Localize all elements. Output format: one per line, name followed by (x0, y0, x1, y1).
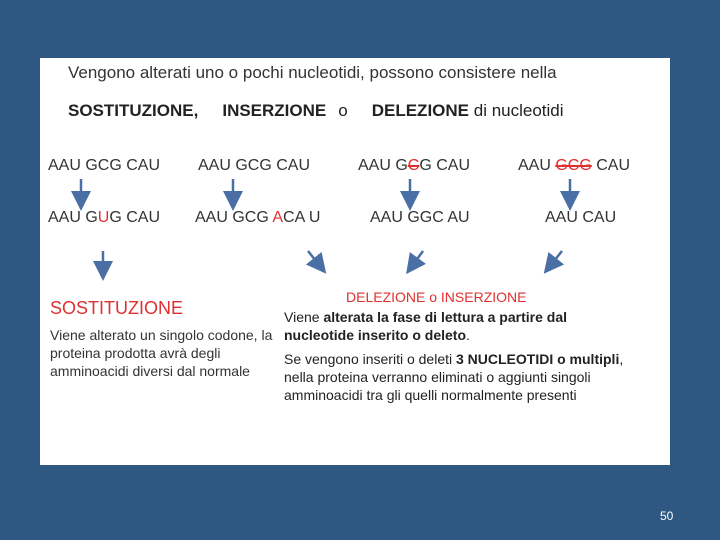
inserted-base: A (272, 209, 284, 226)
type-tail: di nucleotidi (473, 101, 564, 120)
example-4-mutated: AAU CAU (545, 209, 617, 226)
type-delezione: DELEZIONE (371, 101, 470, 120)
arrow-diagonal-icon (308, 251, 320, 266)
deleted-codon: GCG (555, 157, 592, 174)
sostituzione-title: SOSTITUZIONE (50, 298, 184, 318)
example-1-original: AAU GCG CAU (48, 157, 161, 174)
arrow-diagonal-icon (412, 251, 423, 266)
delezione-title: DELEZIONE o INSERZIONE (346, 289, 527, 305)
sostituzione-description: Viene alterato un singolo codone, la proteina prodotta avrà degli amminoacidi diversi dal normale (50, 327, 273, 379)
arrow-diagonal-icon (550, 251, 562, 266)
intro-text: Vengono alterati uno o pochi nucleotidi, possono consistere nella (68, 63, 557, 82)
example-3-original: AAU GCG CAU (358, 157, 471, 174)
example-3-mutated: AAU GGC AU (370, 209, 470, 226)
page-number: 50 (660, 509, 674, 523)
delezione-paragraph-1: Viene alterata la fase di lettura a partire dal nucleotide inserito o deleto. (284, 309, 567, 343)
type-connector-o: o (338, 101, 348, 120)
type-inserzione: INSERZIONE (222, 101, 327, 120)
example-4-original: AAU GCG CAU (518, 157, 631, 174)
deleted-base: C (407, 157, 420, 174)
slide-content (40, 58, 670, 465)
example-1-mutated: AAU GUG CAU (48, 209, 161, 226)
example-2-mutated: AAU GCG ACA U (195, 209, 321, 226)
substituted-base: U (97, 209, 110, 226)
example-2-original: AAU GCG CAU (198, 157, 311, 174)
delezione-paragraph-2: Se vengono inseriti o deleti 3 NUCLEOTIDI o multipli, nella proteina verranno eliminati o aggiunti singoli amminoacidi tra gli quelli normalmente presenti (284, 351, 624, 403)
type-sostituzione: SOSTITUZIONE, (68, 101, 199, 120)
